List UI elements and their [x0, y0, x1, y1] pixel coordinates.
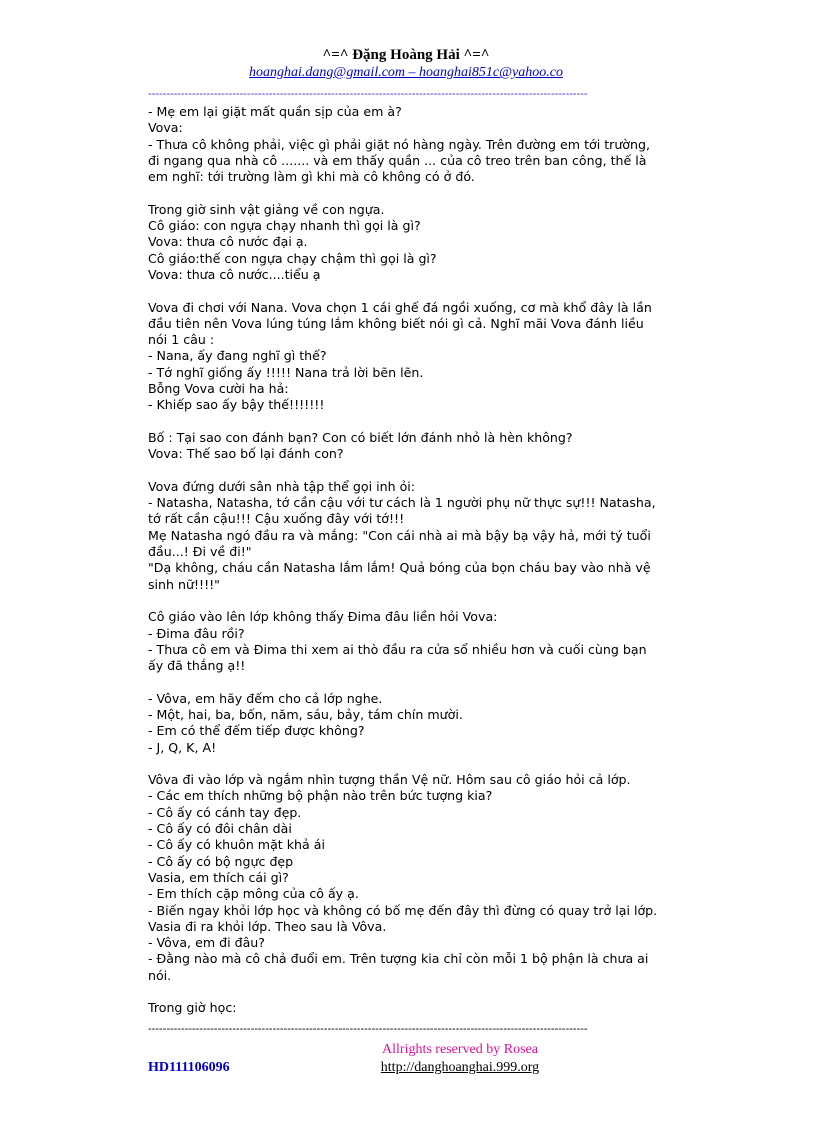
text-line: em nghĩ: tới trường làm gì khi mà cô không có ở đó.	[148, 169, 475, 185]
text-line: nói.	[148, 967, 172, 983]
text-line: Vova: thưa cô nước....tiểu ạ	[148, 266, 321, 282]
text-line: Vova:	[148, 120, 183, 136]
blank-line	[148, 185, 668, 201]
text-line: - Đima đâu rồi?	[148, 625, 245, 641]
text-line: Vova: Thế sao bố lại đánh con?	[148, 446, 344, 462]
text-line: Cô giáo: con ngựa chạy nhanh thì gọi là gì?	[148, 218, 421, 234]
header-email-links[interactable]: hoanghai.dang@gmail.com – hoanghai851c@yahoo.co	[249, 65, 563, 80]
text-line: - Các em thích những bộ phận nào trên bức tượng kia?	[148, 788, 493, 804]
text-line: nói 1 câu :	[148, 332, 215, 348]
text-line: - Nana, ấy đang nghĩ gì thế?	[148, 348, 327, 364]
text-line: - Thưa cô không phải, việc gì phải giặt nó hàng ngày. Trên đường em tới trường,	[148, 136, 650, 152]
text-line: - Thưa cô em và Đima thi xem ai thò đầu ra cửa sổ nhiều hơn và cuối cùng bạn	[148, 641, 647, 657]
text-line: - Vôva, em hãy đếm cho cả lớp nghe.	[148, 690, 383, 706]
header-title: ^=^ Đặng Hoàng Hải ^=^	[322, 47, 490, 63]
text-line: đầu...! Đi về đi!"	[148, 544, 252, 560]
text-line: - Em thích cặp mông của cô ấy ạ.	[148, 886, 359, 902]
blank-line	[148, 593, 668, 609]
text-line: Trong giờ học:	[148, 1000, 237, 1016]
text-line: Bố : Tại sao con đánh bạn? Con có biết lớn đánh nhỏ là hèn không?	[148, 429, 573, 445]
text-line: - Biến ngay khỏi lớp học và không có bố mẹ đến đây thì đừng có quay trở lại lớp.	[148, 902, 658, 918]
text-line: Vova: thưa cô nước đại ạ.	[148, 234, 308, 250]
text-line: đi ngang qua nhà cô ....... và em thấy quần ... của cô treo trên ban công, thế là	[148, 152, 647, 168]
blank-line	[148, 756, 668, 772]
text-line: - Cô ấy có bộ ngực đẹp	[148, 853, 294, 869]
bottom-separator: ------------------------------------------------------------------------------------------------------------------------	[148, 1023, 588, 1035]
page-footer	[372, 1041, 548, 1077]
blank-line	[148, 674, 668, 690]
text-line: - Cô ấy có khuôn mặt khả ái	[148, 837, 325, 853]
text-line: - Khiếp sao ấy bậy thế!!!!!!!	[148, 397, 325, 413]
text-line: - Tớ nghĩ giống ấy !!!!! Nana trả lời bẽn lẽn.	[148, 364, 424, 380]
top-separator: ------------------------------------------------------------------------------------------------------------------------	[148, 88, 588, 100]
text-line: - J, Q, K, A!	[148, 739, 217, 755]
text-line: Trong giờ sinh vật giảng về con ngựa.	[148, 201, 385, 217]
text-line: ấy đã thắng ạ!!	[148, 658, 246, 674]
text-line: Bỗng Vova cười ha hả:	[148, 381, 289, 397]
text-line: Vova đi chơi với Nana. Vova chọn 1 cái ghế đá ngồi xuống, cơ mà khổ đây là lần	[148, 299, 652, 315]
text-line: - Mẹ em lại giặt mất quần sịp của em à?	[148, 104, 402, 119]
text-line: Cô giáo vào lên lớp không thấy Đima đâu liền hỏi Vova:	[148, 609, 498, 625]
text-line: - Cô ấy có cánh tay đẹp.	[148, 804, 302, 820]
text-line: "Dạ không, cháu cần Natasha lắm lắm! Quả bóng của bọn cháu bay vào nhà vệ	[148, 560, 651, 576]
blank-line	[148, 283, 668, 299]
blank-line	[148, 414, 668, 430]
text-line: Vasia đi ra khỏi lớp. Theo sau là Vôva.	[148, 918, 387, 934]
text-line: tớ rất cần cậu!!! Cậu xuống đây với tớ!!!	[148, 511, 405, 527]
text-line: - Đằng nào mà cô chả đuổi em. Trên tượng kia chỉ còn mỗi 1 bộ phận là chưa ai	[148, 951, 649, 967]
text-line: Vasia, em thích cái gì?	[148, 869, 289, 885]
blank-line	[148, 984, 668, 1000]
document-code: HD111106096	[148, 1060, 230, 1075]
text-line: Vova đứng dưới sân nhà tập thể gọi inh ỏi:	[148, 478, 416, 494]
page-header	[148, 46, 664, 82]
copyright-text: Allrights reserved by Rosea	[382, 1042, 538, 1057]
text-line: - Vôva, em đi đâu?	[148, 935, 265, 951]
document-body	[148, 104, 668, 1017]
text-line: Mẹ Natasha ngó đầu ra và mắng: "Con cái nhà ai mà bậy bạ vậy hả, mới tý tuổi	[148, 527, 651, 543]
text-line: sinh nữ!!!!"	[148, 576, 220, 592]
text-line: - Cô ấy có đôi chân dài	[148, 821, 292, 837]
footer-website-link[interactable]: http://danghoanghai.999.org	[380, 1060, 540, 1075]
text-line: Cô giáo:thế con ngựa chạy chậm thì gọi là gì?	[148, 250, 437, 266]
text-line: - Em có thể đếm tiếp được không?	[148, 723, 365, 739]
text-line: - Natasha, Natasha, tớ cần cậu với tư cách là 1 người phụ nữ thực sự!!! Natasha,	[148, 495, 656, 511]
text-line: - Một, hai, ba, bốn, năm, sáu, bảy, tám chín mười.	[148, 706, 463, 722]
blank-line	[148, 463, 668, 479]
text-line: đầu tiên nên Vova lúng túng lắm không biết nói gì cả. Nghĩ mãi Vova đánh liều	[148, 315, 644, 331]
text-line: Vôva đi vào lớp và ngắm nhìn tượng thần Vệ nữ. Hôm sau cô giáo hỏi cả lớp.	[148, 772, 631, 788]
